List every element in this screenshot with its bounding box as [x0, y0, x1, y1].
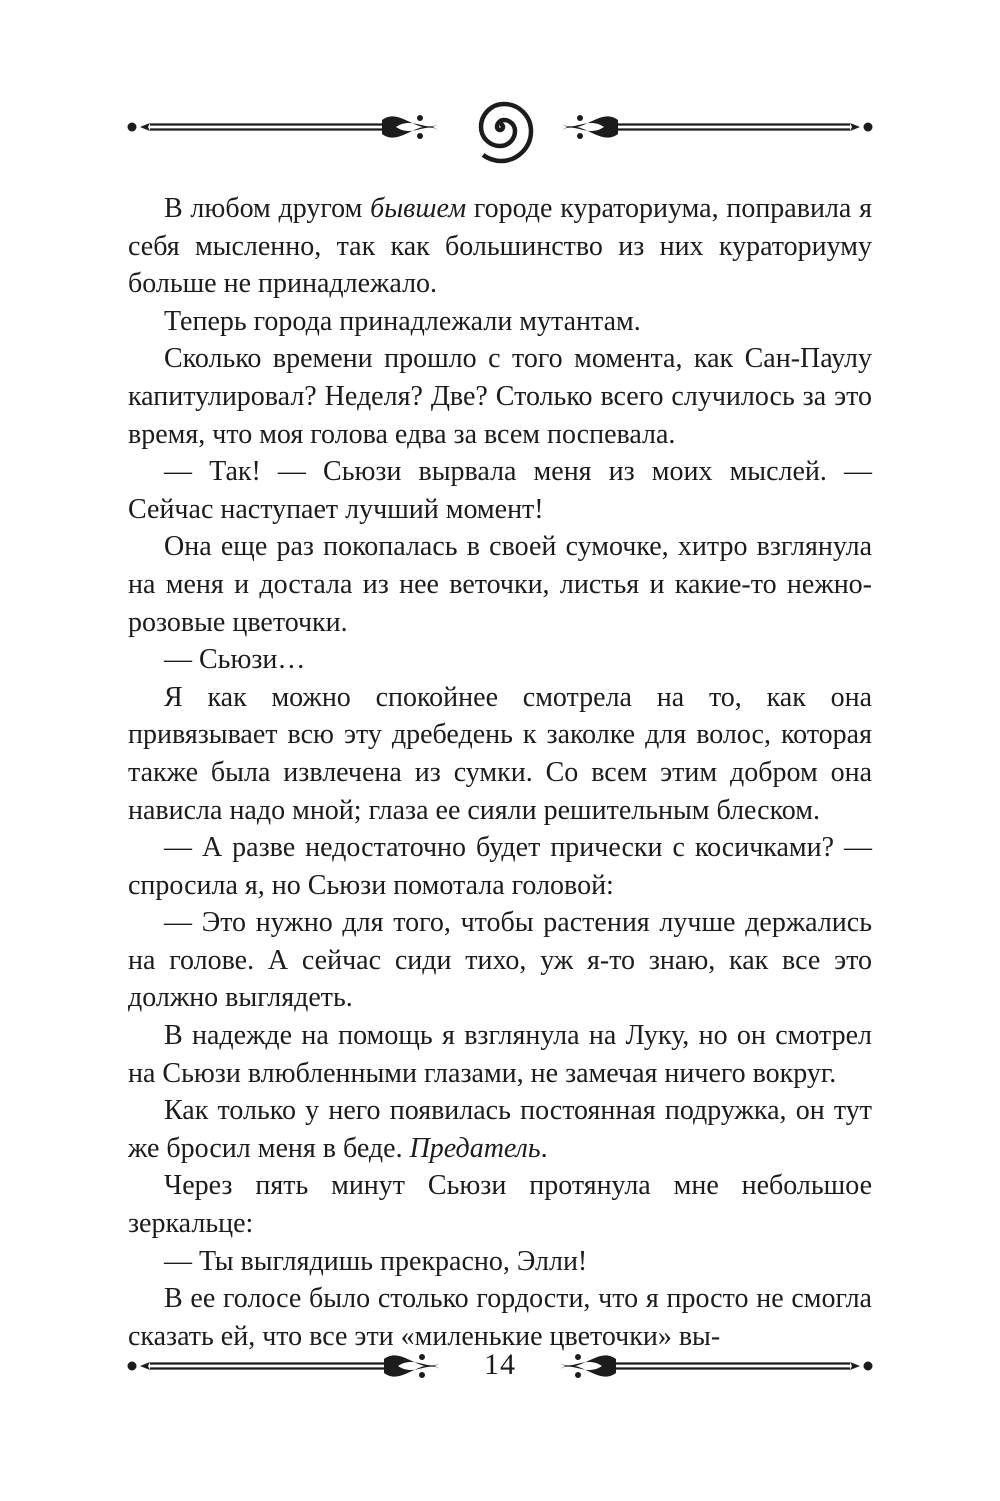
- text-run: В надежде на помощь я взглянула на Луку, но он смотрел на Сьюзи влюбленными глазами, не замечая ничего вокруг.: [128, 1020, 872, 1089]
- right-divider-icon: [562, 115, 873, 139]
- text-run: — Это нужно для того, чтобы растения лучше держались на голове. А сейчас сиди тихо, уж я-то знаю, как все это должно выглядеть.: [128, 907, 872, 1014]
- paragraph: [128, 190, 872, 303]
- body-text: [128, 190, 872, 1355]
- text-run: — Сьюзи…: [164, 644, 306, 676]
- paragraph: [128, 829, 872, 904]
- paragraph: [128, 340, 872, 453]
- header-ornament: [120, 80, 880, 170]
- text-run: — Ты выглядишь прекрасно, Элли!: [164, 1245, 588, 1277]
- text-run: Она еще раз покопалась в своей сумочке, хитро взглянула на меня и достала из нее веточки, листья и какие-то нежно-розовые цветочки.: [128, 531, 872, 638]
- text-run: — Так! — Сьюзи вырвала меня из моих мыслей. — Сейчас наступает лучший момент!: [128, 456, 872, 525]
- text-run: — А разве недостаточно будет прически с косичками? — спросила я, но Сьюзи помотала головой:: [128, 832, 872, 901]
- text-run: Через пять минут Сьюзи протянула мне небольшое зеркальце:: [128, 1170, 872, 1240]
- paragraph: [128, 1243, 872, 1281]
- paragraph: [128, 303, 872, 341]
- text-run: Сколько времени прошло с того момента, как Сан-Паулу капитулировал? Неделя? Две? Столько всего случилось за это время, что моя голова едва за всем поспевала.: [128, 343, 872, 450]
- spiral-ornament-icon: [481, 104, 531, 161]
- text-run: городе кураториума, поправила я себя мысленно, так как большинство из них кураториуму больше не принадлежало.: [128, 193, 872, 300]
- text-run: Как только у него появилась постоянная подружка, он тут же бросил меня в беде.: [128, 1095, 872, 1164]
- italic-run: бывшем: [370, 193, 467, 224]
- text-run: Теперь города принадлежали мутантам.: [164, 305, 641, 337]
- paragraph: [128, 904, 872, 1017]
- text-run: .: [540, 1132, 548, 1164]
- paragraph: [128, 453, 872, 528]
- paragraph: [128, 1017, 872, 1092]
- page-number: 14: [484, 1348, 516, 1381]
- italic-run: Предатель: [409, 1132, 541, 1164]
- text-run: Я как можно спокойнее смотрела на то, как она привязывает всю эту дребедень к заколке для волос, которая также была извлечена из сумки. Со всем этим добром она нависла надо мной; глаза ее сияли решительным блеском.: [128, 681, 872, 826]
- paragraph: [128, 1280, 872, 1355]
- paragraph: [128, 1092, 872, 1167]
- left-divider-icon: [128, 115, 439, 139]
- text-run: В ее голосе было столько гордости, что я просто не смогла сказать ей, что все эти «миленькие цветочки» вы-: [128, 1283, 872, 1352]
- paragraph: [128, 679, 872, 829]
- paragraph: [128, 641, 872, 679]
- paragraph: [128, 528, 872, 641]
- paragraph: [128, 1167, 872, 1242]
- text-run: В любом другом: [164, 193, 371, 224]
